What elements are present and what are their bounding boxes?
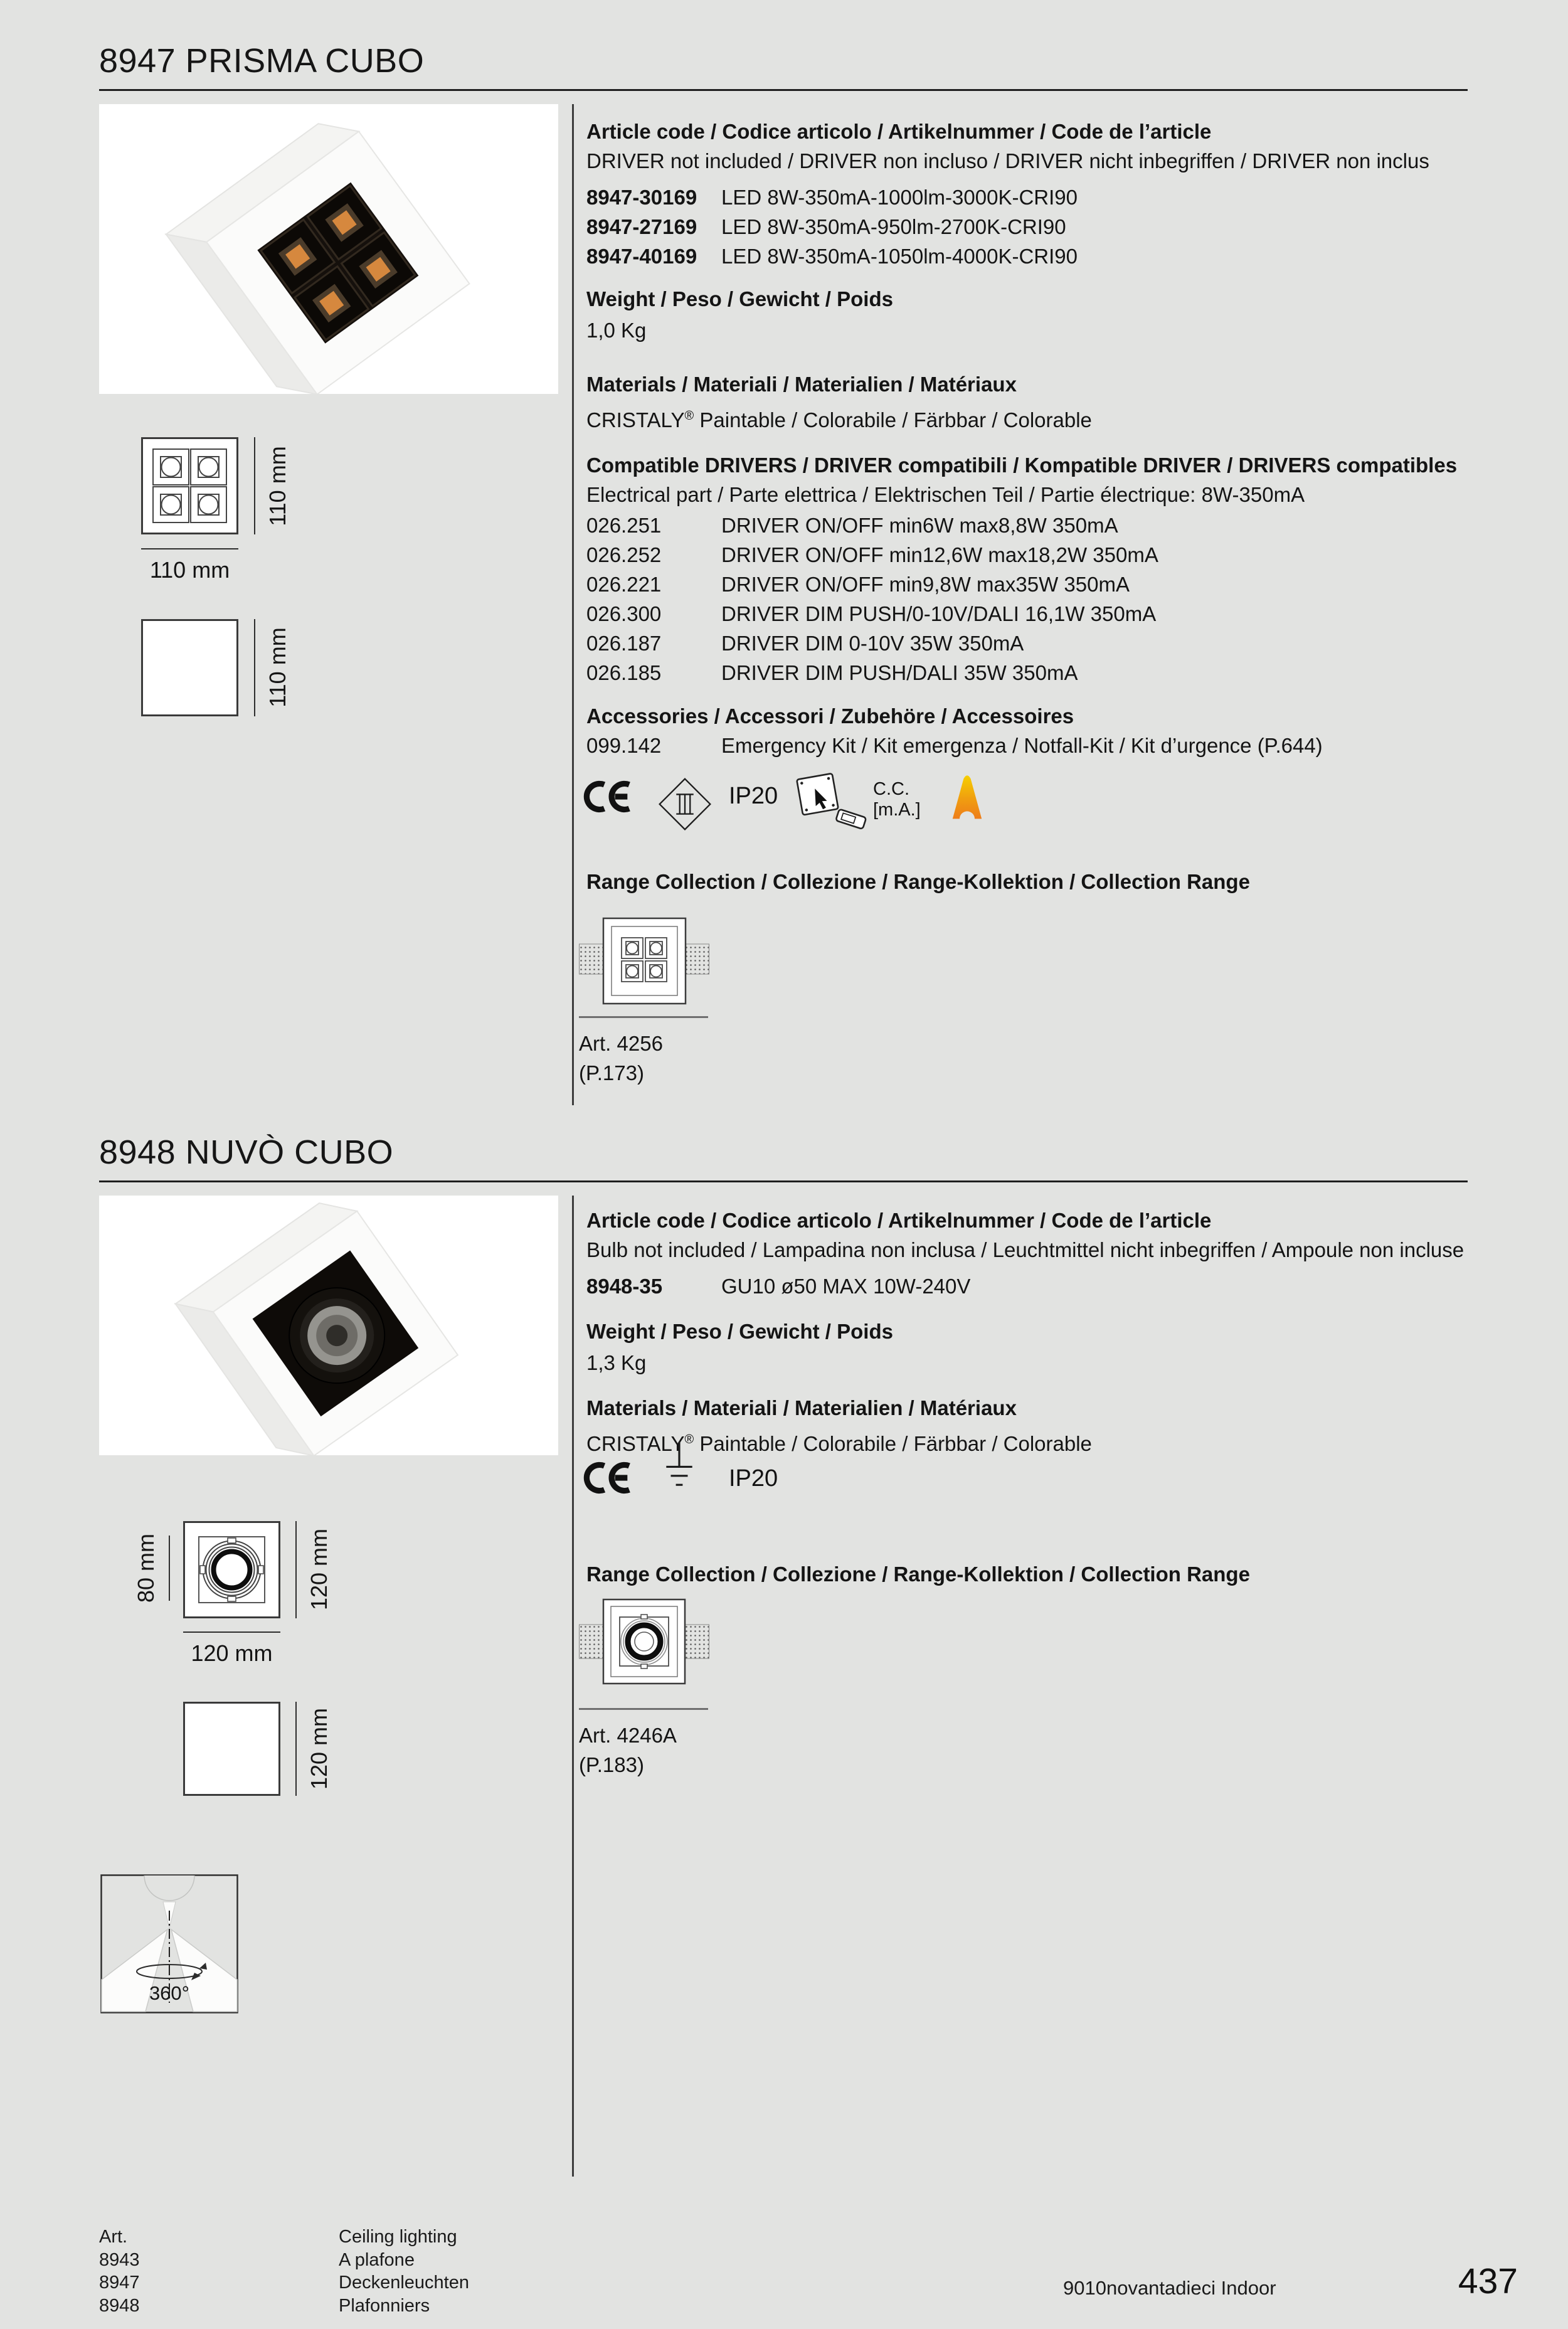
beam-rotation-diagram (100, 1874, 238, 2013)
materials-section-1 (586, 369, 1092, 436)
brand-flame-icon (950, 774, 985, 820)
ip-rating-label-1: IP20 (729, 783, 778, 809)
driver-row: 026.185 DRIVER DIM PUSH/DALI 35W 350mA (586, 661, 1078, 684)
column-divider-1 (572, 104, 574, 1105)
article-section-2 (586, 1206, 1464, 1301)
materials-value: CRISTALY® Paintable / Colorabile / Färbbar / Colorable (586, 1432, 1092, 1455)
driver-row: 026.187 DRIVER DIM 0-10V 35W 350mA (586, 632, 1024, 655)
drivers-subheader: Electrical part / Parte elettrica / Elektrischen Teil / Partie électrique: 8W-350mA (586, 483, 1305, 506)
column-divider-2 (572, 1196, 574, 2177)
driver-row: 026.252 DRIVER ON/OFF min12,6W max18,2W 350mA (586, 543, 1158, 566)
dim-label-width-2: 120 mm (191, 1640, 273, 1666)
product2-sideview-drawing (183, 1702, 280, 1796)
footer-category-column (339, 2226, 469, 2317)
range-header: Range Collection / Collezione / Range-Kollektion / Collection Range (586, 1562, 1250, 1586)
range-art-2: Art. 4246A (P.183) (579, 1724, 677, 1776)
product1-sideview-drawing (141, 619, 238, 716)
footer-art-label: Art. (99, 2227, 128, 2247)
dim-label-cutout-2: 80 mm (133, 1533, 159, 1603)
class-iii-icon (657, 777, 712, 832)
footer-category: Plafonniers (339, 2295, 430, 2316)
dim-line (254, 437, 255, 534)
accessories-header: Accessories / Accessori / Zubehöre / Accessoires (586, 704, 1074, 728)
article-row: 8947-40169 LED 8W-350mA-1050lm-4000K-CRI90 (586, 245, 1078, 268)
drivers-header: Compatible DRIVERS / DRIVER compatibili / Kompatible DRIVER / DRIVERS compatibles (586, 454, 1458, 477)
range-rule-1 (579, 1016, 708, 1018)
page-number: 437 (1458, 2261, 1518, 2301)
footer-art-number: 8943 (99, 2249, 140, 2270)
article-section-1 (586, 117, 1429, 271)
footer-brand: 9010novantadieci Indoor (1063, 2277, 1276, 2299)
accessory-row: 099.142 Emergency Kit / Kit emergenza / Notfall-Kit / Kit d’urgence (P.644) (586, 734, 1323, 757)
range-header: Range Collection / Collezione / Range-Kollektion / Collection Range (586, 870, 1250, 893)
dim-line (169, 1536, 170, 1601)
product1-cube-illustration (99, 104, 558, 394)
article-row: 8948-35 GU10 ø50 MAX 10W-240V (586, 1275, 971, 1298)
dim-label-width-1: 110 mm (149, 557, 230, 583)
weight-header: Weight / Peso / Gewicht / Poids (586, 287, 893, 310)
constant-current-label: C.C. [m.A.] (873, 779, 921, 820)
ground-symbol-icon (662, 1438, 696, 1500)
footer-category: Ceiling lighting (339, 2227, 457, 2247)
footer-art-number: 8947 (99, 2273, 140, 2293)
driver-row: 026.251 DRIVER ON/OFF min6W max8,8W 350mA (586, 514, 1118, 537)
dim-line (295, 1521, 297, 1618)
footer-category: Deckenleuchten (339, 2273, 469, 2293)
dim-label-height-1: 110 mm (265, 446, 290, 526)
product1-photo (99, 104, 558, 394)
article-row: 8947-27169 LED 8W-350mA-950lm-2700K-CRI90 (586, 215, 1066, 238)
weight-section-2 (586, 1316, 893, 1379)
materials-header: Materials / Materiali / Materialien / Matériaux (586, 373, 1017, 396)
weight-value: 1,3 Kg (586, 1351, 647, 1374)
product2-photo (99, 1196, 558, 1455)
product1-title: 8947 PRISMA CUBO (99, 42, 425, 80)
range-art-1: Art. 4256 (P.173) (579, 1032, 663, 1085)
product1-topview-drawing (141, 437, 238, 534)
dim-label-depth-2: 120 mm (306, 1707, 332, 1790)
ce-mark-icon (582, 780, 631, 813)
weight-section-1 (586, 284, 893, 346)
article-note: DRIVER not included / DRIVER non incluso / DRIVER nicht inbegriffen / DRIVER non inclus (586, 149, 1429, 172)
driver-row: 026.300 DRIVER DIM PUSH/0-10V/DALI 16,1W 350mA (586, 602, 1157, 625)
range-fixture-drawing-1 (579, 915, 709, 1009)
driver-row: 026.221 DRIVER ON/OFF min9,8W max35W 350mA (586, 573, 1130, 596)
rotation-label: 360° (149, 1982, 190, 2004)
weight-header: Weight / Peso / Gewicht / Poids (586, 1320, 893, 1343)
article-note: Bulb not included / Lampadina non inclusa / Leuchtmittel nicht inbegriffen / Ampoule non incluse (586, 1238, 1465, 1261)
article-header: Article code / Codice articolo / Artikelnummer / Code de l’article (586, 120, 1212, 143)
accessories-section-1 (586, 701, 1323, 760)
materials-header: Materials / Materiali / Materialien / Matériaux (586, 1396, 1017, 1419)
product2-cube-illustration (99, 1196, 558, 1455)
drivers-section-1 (586, 450, 1457, 687)
dim-line (141, 548, 238, 549)
product2-title: 8948 NUVÒ CUBO (99, 1133, 394, 1171)
ce-mark-icon (582, 1462, 631, 1494)
remote-driver-icon (794, 773, 871, 830)
range-section-1 (586, 867, 1250, 896)
article-header: Article code / Codice articolo / Artikelnummer / Code de l’article (586, 1209, 1212, 1232)
materials-value: CRISTALY® Paintable / Colorabile / Färbbar / Colorable (586, 408, 1092, 432)
footer-art-number: 8948 (99, 2295, 140, 2316)
ip-rating-label-2: IP20 (729, 1465, 778, 1492)
range-section-2 (586, 1559, 1250, 1589)
dim-line (295, 1702, 297, 1796)
dim-label-depth-1: 110 mm (265, 627, 290, 708)
range-fixture-drawing-2 (579, 1598, 709, 1686)
product2-topview-drawing (183, 1521, 280, 1618)
footer-category: A plafone (339, 2249, 415, 2270)
dim-label-height-2: 120 mm (306, 1528, 332, 1611)
range-rule-2 (579, 1708, 708, 1710)
title-rule-2 (99, 1180, 1468, 1182)
dim-line (254, 619, 255, 716)
footer-art-column (99, 2226, 140, 2317)
title-rule-1 (99, 89, 1468, 91)
dim-line (183, 1631, 280, 1633)
weight-value: 1,0 Kg (586, 319, 647, 342)
article-row: 8947-30169 LED 8W-350mA-1000lm-3000K-CRI90 (586, 186, 1078, 209)
